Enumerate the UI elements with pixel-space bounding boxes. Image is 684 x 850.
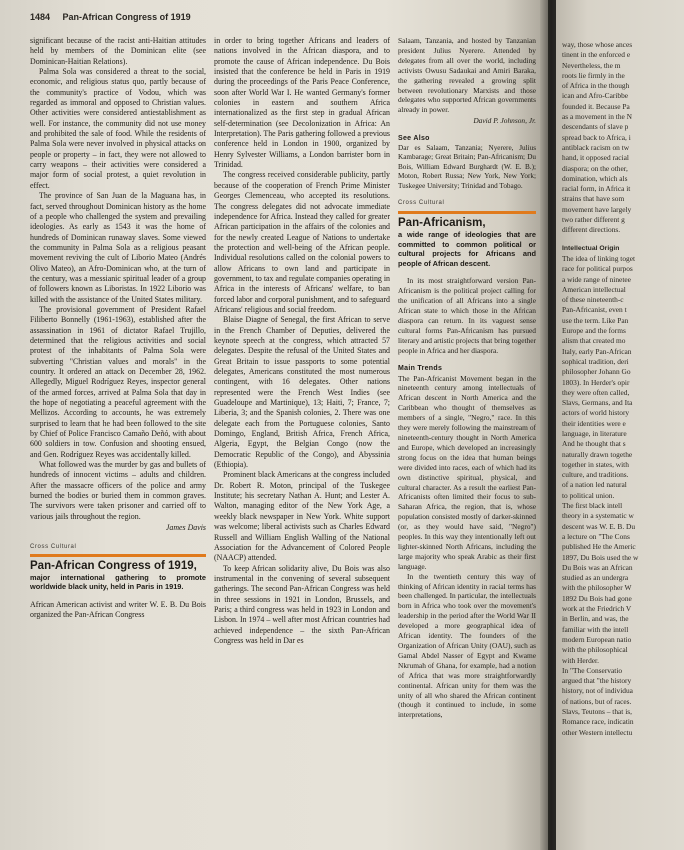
text-line: culture, and traditions. bbox=[562, 470, 629, 480]
text-line: argued that "the history bbox=[562, 676, 632, 686]
text-line: with the philosopher W bbox=[562, 583, 632, 593]
text-line: in Berlin, and was, the bbox=[562, 614, 629, 624]
text-line: with Herder. bbox=[562, 655, 599, 665]
category-label: Cross Cultural bbox=[30, 543, 77, 550]
text-line: language, in literature bbox=[562, 428, 627, 438]
see-also-list: Dar es Salaam, Tanzania; Nyerere, Julius Kambarage; Great Britain; Pan-Africanism; Du Bois, William Edward Burghardt (W. E. B.); Moton, Robert Russa; New York, New York; Tuskegee University; Trinidad and Tobago. bbox=[398, 144, 536, 190]
entry-description: major international gathering to promote worldwide black unity, held in Paris in 1919. bbox=[30, 572, 206, 592]
paragraph: African American activist and writer W. E. B. Du Bois organized the Pan-African Congress bbox=[30, 600, 206, 620]
text-line: work at the Friedrich V bbox=[562, 604, 632, 614]
text-line: a wide range of ninetee bbox=[562, 274, 631, 284]
text-line: Slavs, Teutons – that is, bbox=[562, 707, 632, 716]
paragraph: significant because of the racist anti-Haitian attitudes held by members of the Dominican elite (see Dominican-Haitian Relations). bbox=[30, 36, 206, 66]
section-heading: Intellectual Origin bbox=[562, 244, 620, 252]
text-line: In "The Conservatio bbox=[562, 665, 623, 675]
category-label: Cross Cultural bbox=[398, 200, 445, 207]
text-line: philosopher Johann Go bbox=[562, 367, 631, 377]
text-line: history, not of individua bbox=[562, 686, 633, 696]
text-line: modern European natio bbox=[562, 634, 632, 644]
text-line: strains that have som bbox=[562, 194, 625, 204]
paragraph: The Pan-Africanist Movement began in the nineteenth century among intellectuals of African descent in North America and the Caribbean who thought of themselves as members of a single, "Negro," race. In this they were merely following the mainstream of nineteenth-century thought in North America and Europe, which developed an increasingly strong focus on the idea that human beings were divided into races, each of which had its own distinctive spiritual, physical, and cultural character. As a result the earliest Pan-Africanists often limited their focus to sub-Saharan Africa, the region, that is, whose population consisted mostly of darker-skinned (or, as they would have said, "Negro") peoples. In this way they intentionally left out lighter-skinned North Africans, including the large majority who speak Arabic as their first language. bbox=[398, 373, 536, 571]
see-also-heading: See Also bbox=[398, 135, 430, 143]
text-line: together in states, with bbox=[562, 459, 629, 469]
text-line: The first black intell bbox=[562, 501, 623, 511]
orange-rule bbox=[30, 554, 206, 557]
text-line: other Western intellectu bbox=[562, 727, 633, 737]
text-line: Du Bois was an African bbox=[562, 562, 633, 572]
paragraph: What followed was the murder by gas and bullets of hundreds of innocent victims – adults and children. After the massacre officers of the police and army burned the bodies or buried them in common graves. The survivors were taken prisoner and carried off to various jails throughout the region. bbox=[30, 460, 206, 521]
text-line: Europe and the forms bbox=[562, 326, 626, 336]
text-line: theory in a systematic w bbox=[562, 511, 634, 521]
column-3 bbox=[398, 36, 536, 720]
text-line: antiblack racism on tw bbox=[562, 142, 630, 152]
page-number: 1484 bbox=[30, 12, 51, 22]
entry-title: Pan-African Congress of 1919, bbox=[30, 559, 197, 572]
text-line: of nations, but of races. bbox=[562, 696, 632, 706]
text-line: way, those whose ances bbox=[562, 40, 633, 49]
paragraph: To keep African solidarity alive, Du Bois was also instrumental in the convening of several subsequent gatherings. The second Pan-African Congress was held in three sessions in 1921 in London, Brussels, and Paris; a third congress was held in 1923 in London and Lisbon. In 1974 – well after most African countries had achieved independence – the sixth Pan-African Congress was held in Dar es bbox=[214, 563, 390, 645]
paragraph: The province of San Juan de la Maguana has, in fact, served throughout Dominican history as the home of a people who challenged the system and prevailing ideologies. As early as 1543 it was the home of hundreds of Dominican runaway slaves. Some viewed the community in Palma Sola as a religious peasant movement reviving the cult of Liborio Mateo (Andrés Olivo Mateo), an Afro-Dominican who, at the turn of the century, was a messianic spiritual leader of a group of followers known as Liboristas. In 1922 Liborio was killed with the assistance of the United States military. bbox=[30, 191, 206, 304]
text-line: descent was W. E. B. Du bbox=[562, 521, 636, 531]
column-1 bbox=[30, 36, 206, 621]
text-line: racial form, in Africa it bbox=[562, 184, 631, 194]
text-line: 1803). In Herder's opir bbox=[562, 377, 630, 387]
text-line: roots lie firmly in the bbox=[562, 70, 625, 80]
text-line: 1897, Du Bois used the w bbox=[562, 552, 639, 562]
text-line: hand, it opposed racial bbox=[562, 153, 629, 163]
text-line: their identities were e bbox=[562, 418, 626, 428]
entry-description: a wide range of ideologies that are committed to common political or cultural projects for Africans and people of African descent. bbox=[398, 230, 536, 268]
text-line: ican and Afro-Caribbe bbox=[562, 91, 629, 101]
text-line: familiar with the intell bbox=[562, 624, 629, 634]
paragraph: Blaise Diagne of Senegal, the first African to serve in the French Chamber of Deputies, delivered the keynote speech at the congress, which attracted 57 delegates. Despite the refusal of the United States and Great Britain to issue passports to some potential delegates, Americans constituted the most numerous contingent, with 16 delegates. Other nations represented were the French West Indies (see Guadeloupe and Martinique), 13; Haiti, 7; France, 7; Liberia, 3; and the Spanish colonies, 2. There was one delegate each from the Portuguese colonies, Santo Domingo, England, British Africa, French Africa, Algeria, Egypt, the Belgian Congo (now the Democratic Republic of the Congo), and Abyssinia (Ethiopia). bbox=[214, 315, 390, 470]
text-line: use the term. Like Pan bbox=[562, 315, 629, 325]
text-line: The idea of linking toget bbox=[562, 253, 636, 263]
text-line: And he thought that s bbox=[562, 439, 626, 449]
text-line: movement have largely bbox=[562, 204, 632, 214]
text-line: descendants of slave p bbox=[562, 122, 629, 132]
text-line: two rather different g bbox=[562, 215, 625, 225]
entry-title: Pan-Africanism, bbox=[398, 217, 486, 229]
running-head-title: Pan-African Congress of 1919 bbox=[62, 12, 191, 22]
text-line: a lecture on "The Cons bbox=[562, 531, 630, 541]
text-line: 1892 Du Bois had gone bbox=[562, 593, 632, 603]
paragraph: Palma Sola was considered a threat to the social, economic, and religious status quo, partly because of the community's practice of Vodou, which was regarded as immoral and opposed to Christian values. Other activities were considered antiestablishment as well. For instance, the community did not use money and prohibited the sale of food. While the residents of Palma Sola were never involved in physical attacks on people or property – in fact, they were not allowed to carry weapons – their activities were considered a major form of social protest, a quiet revolution in effect. bbox=[30, 67, 206, 190]
text-line: founded it. Because Pa bbox=[562, 101, 630, 111]
paragraph: Salaam, Tanzania, and hosted by Tanzanian president Julius Nyerere. Attended by delegates from all over the world, including activists Owusu Sadaukai and Amiri Baraka, the gathering revealed a growing split between revolutionary Marxists and those delegates who supported African governments already in power. bbox=[398, 36, 536, 115]
text-line: Pan-Africanist, even t bbox=[562, 305, 627, 315]
text-line: alism that created mo bbox=[562, 336, 626, 346]
column-2 bbox=[214, 36, 390, 646]
paragraph: In its most straightforward version Pan-Africanism is the political project calling for the unification of all Africans into a single African state to which those in the African diaspora can return. In its vaguest sense cultural forms Pan-Africanism has pursued literary and artistic projects that bring together people in Africa and her diaspora. bbox=[398, 276, 536, 355]
running-head bbox=[30, 12, 191, 22]
text-line: American intellectual bbox=[562, 284, 626, 294]
text-line: race for political purpos bbox=[562, 264, 633, 274]
author-signature: James Davis bbox=[165, 523, 206, 533]
paragraph: The provisional government of President Rafael Filiberto Bonnelly (1961-1963), established after the assassination in 1961 of dictator Rafael Trujillo, determined that the religious activities and social protest of the inhabitants of Palma Sola were subverting "Christian values and morals" in the country. It ordered an attack on December 28, 1962. Allegedly, Miguel Rodríguez Reyes, inspector general of the armed forces, arrived at Palma Sola that day in the hope of negotiating a peaceful agreement with the Mellizos. According to accounts, he was extremely surprised to learn that he had been followed to the site by Chief of Police Francisco Camaño Deñó, with about 600 soldiers in tow. Confusion and shooting ensued, and Gen. Rodríguez Reyes was accidentally killed. bbox=[30, 304, 206, 459]
paragraph: Prominent black Americans at the congress included Dr. Robert R. Moton, principal of the Tuskegee Institute; his secretary Nathan A. Hunt; and Lester A. Walton, managing editor of the New York Age, a weekly black newspaper in New York. White support was welcome; liberal activists such as Charles Edward Russell and William English Walling of the National Association for the Advancement of Colored People (NAACP) attended. bbox=[214, 470, 390, 563]
paragraph: In the twentieth century this way of thinking of African identity in racial terms has been challenged. In particular, the intellectuals born in Africa who took over the movement's leadership in the period after the World War II developed a more geographical idea of African identity. The founders of the Organization of African Unity (OAU), such as Gamal Abdel Nasser of Egypt and Kwame Nkrumah of Ghana, for example, had a notion of Africa that was more straightforwardly continental. African unity for them was the unity of all who shared the African continent (though it continued to include, in some interpretations, bbox=[398, 571, 536, 720]
text-line: with the philosophical bbox=[562, 645, 628, 655]
text-line: studied as an undergra bbox=[562, 573, 629, 583]
text-line: tinent in the enforced e bbox=[562, 50, 631, 60]
right-page bbox=[556, 0, 684, 850]
text-line: to political union. bbox=[562, 490, 615, 500]
text-line: published He the Americ bbox=[562, 542, 636, 552]
text-line: they were often called, bbox=[562, 387, 630, 397]
text-line: spread back to Africa, i bbox=[562, 132, 631, 142]
author-signature: David P. Johnson, Jr. bbox=[473, 116, 536, 126]
text-line: of these nineteenth-c bbox=[562, 295, 624, 305]
text-line: as a movement in the N bbox=[562, 112, 632, 122]
orange-rule bbox=[398, 211, 536, 214]
text-line: actors of world history bbox=[562, 408, 630, 418]
text-line: of a nation led natural bbox=[562, 480, 627, 490]
text-line: Nevertheless, the m bbox=[562, 60, 621, 70]
paragraph: The congress received considerable publicity, partly because of the cooperation of French Prime Minister Georges Clemenceau, who accepted its resolutions. The congress delegates did not advocate immediate independence for Africa. Instead they called for greater African participation in the affairs of the colonies and for the newly created League of Nations to undertake the protection and well-being of the African people. Individual resolutions called on the colonial powers to allow Africans to own land and participate in government, to tax and regulate companies operating in Africa in the interests of Africans' welfare, to ban forced labor and corporal punishment, and to safeguard Africans' religious and social freedom. bbox=[214, 170, 390, 314]
text-line: sophical tradition, deri bbox=[562, 356, 629, 366]
text-line: diaspora; on the other, bbox=[562, 163, 628, 173]
text-line: of Africa in the though bbox=[562, 81, 630, 91]
text-line: domination, which als bbox=[562, 173, 628, 183]
text-line: Romance race, indicatin bbox=[562, 717, 634, 727]
text-line: naturally drawn togethe bbox=[562, 449, 633, 459]
paragraph: in order to bring together Africans and leaders of nations involved in the African diaspora, and to promote the cause of African independence. Du Bois insisted that the conference be held in Paris in 1919 during the proceedings of the Paris Peace Conference, soon after World War I. He wanted Germany's former colonies in eastern and southern Africa internationalized as the first step in gradual African self-determination (see Decolonization in Africa: An Interpretation). The Paris gathering followed a previous conference held in London in 1900, organized by Henry Sylvester Williams, a London barrister born in Trinidad. bbox=[214, 36, 390, 170]
text-line: Slavs, Germans, and Ita bbox=[562, 398, 633, 408]
right-page-text bbox=[562, 40, 684, 738]
text-line: different directions. bbox=[562, 225, 621, 235]
section-heading: Main Trends bbox=[398, 364, 443, 372]
text-line: Italy, early Pan-African bbox=[562, 346, 632, 356]
